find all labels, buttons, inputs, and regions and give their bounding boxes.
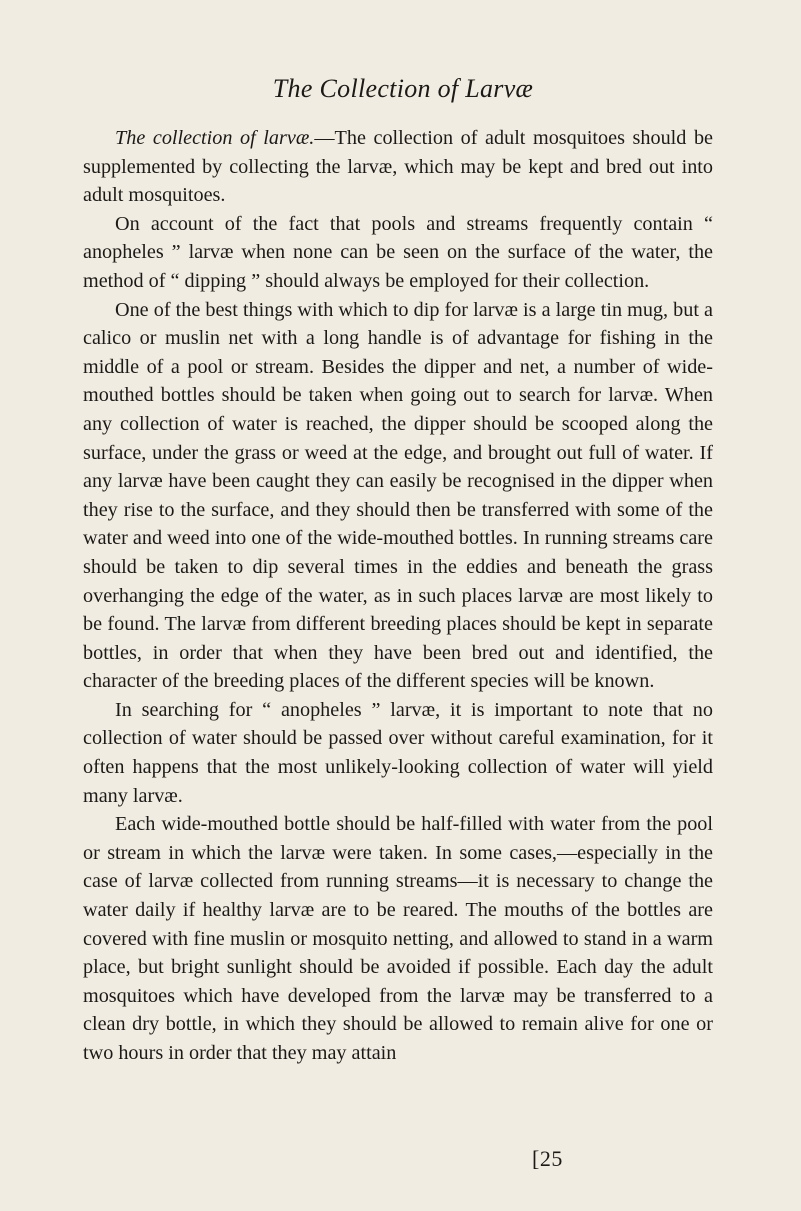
paragraph-2: On account of the fact that pools and streams frequently contain “ anopheles ” larvæ when none can be seen on the surface of the water, the method of “ dipping ” should always be employed for their collection. xyxy=(83,212,713,292)
signature-mark: [25 xyxy=(532,1146,563,1171)
paragraph-4: In searching for “ anopheles ” larvæ, it is important to note that no collection of water should be passed over without careful examination, for it often happens that the most unlikely-looking collection of water will yield many larvæ. xyxy=(83,698,713,807)
running-head: The Collection of Larvæ xyxy=(272,74,534,103)
paragraph-3: One of the best things with which to dip for larvæ is a large tin mug, but a calico or muslin net with a long handle is of advantage for fishing in the middle of a pool or stream. Besides the dipper and net, a number of wide-mouthed bottles should be taken when going out to search for larvæ. When any collection of water is reached, the dipper should be scooped along the surface, under the grass or weed at the edge, and brought out full of water. If any larvæ have been caught they can easily be recognised in the dipper when they rise to the surface, and they should then be transferred with some of the water and weed into one of the wide-mouthed bottles. In running streams care should be taken to dip several times in the eddies and beneath the grass overhanging the edge of the water, as in such places larvæ are most likely to be found. The larvæ from different breeding places should be kept in separate bottles, in order that when they have been bred out and identified, the character of the breeding places of the different species will be known. xyxy=(83,298,713,693)
paragraph-1-text: —The collection of adult mosquitoes should be supplemented by collecting the larvæ, which may be kept and bred out into adult mosquitoes. xyxy=(83,127,713,207)
section-title: The collection of larvæ. xyxy=(115,127,315,149)
body-text xyxy=(83,124,713,1068)
paragraph-1 xyxy=(83,124,713,210)
paragraph-5: Each wide-mouthed bottle should be half-filled with water from the pool or stream in which the larvæ were taken. In some cases,—especially in the case of larvæ collected from running streams—it is necessary to change the water daily if healthy larvæ are to be reared. The mouths of the bottles are covered with fine muslin or mosquito netting, and allowed to stand in a warm place, but bright sunlight should be avoided if possible. Each day the adult mosquitoes which have developed from the larvæ may be transferred to a clean dry bottle, in which they should be allowed to remain alive for one or two hours in order that they may attain xyxy=(83,813,713,1064)
